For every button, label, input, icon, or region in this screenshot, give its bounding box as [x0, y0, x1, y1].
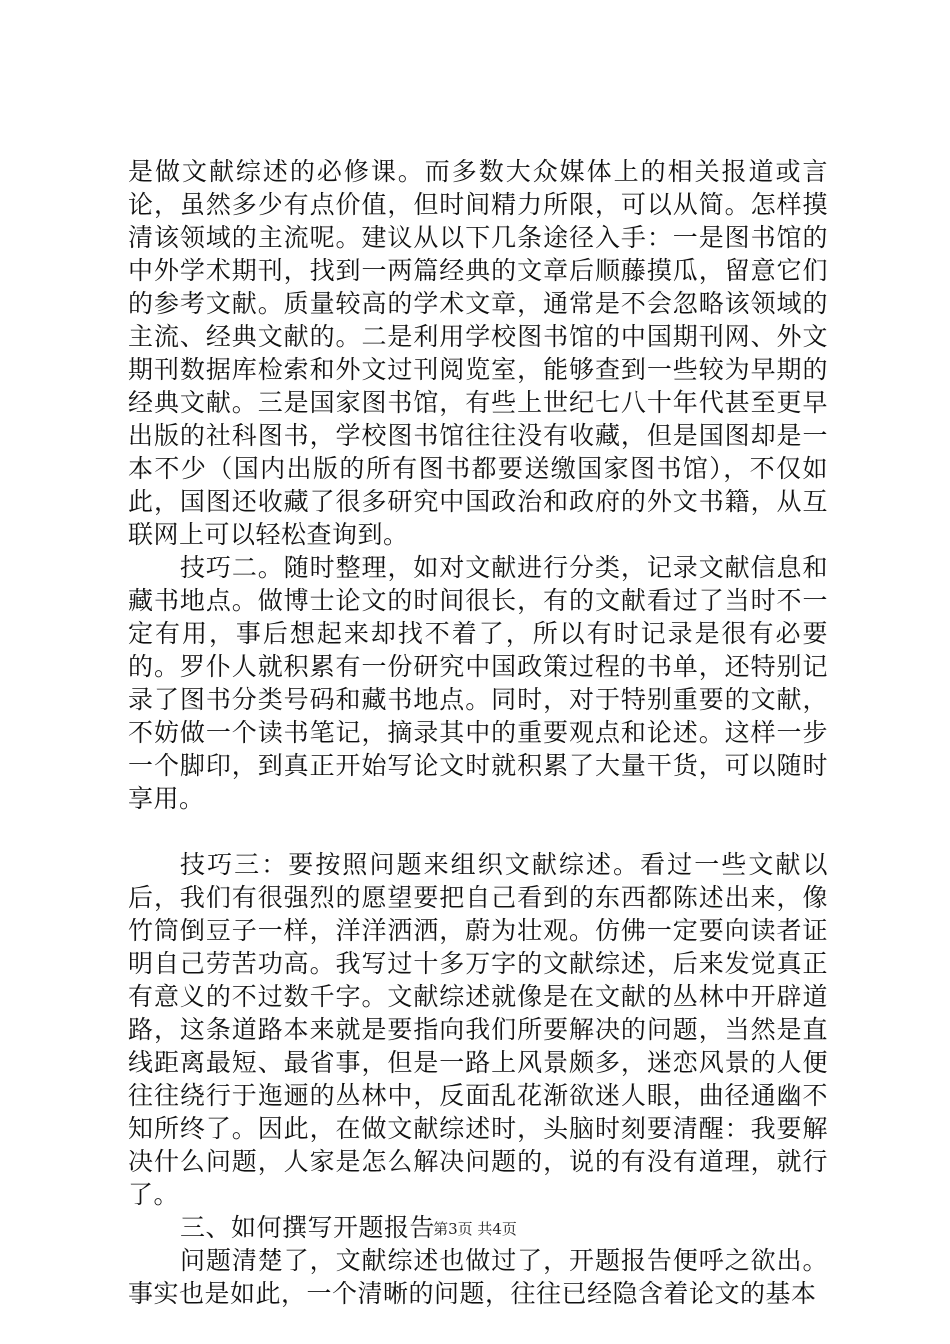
paragraph-proposal-intro: 问题清楚了，文献综述也做过了，开题报告便呼之欲出。事实也是如此，一个清晰的问题，往往已经隐含着论文的基本 [128, 1246, 828, 1308]
paragraph-spacer [128, 815, 828, 848]
paragraph-tip-two: 技巧二。随时整理，如对文献进行分类，记录文献信息和藏书地点。做博士论文的时间很长，有的文献看过了当时不一定有用，事后想起来却找不着了，所以有时记录是很有必要的。罗仆人就积累有一份研究中国政策过程的书单，还特别记录了图书分类号码和藏书地点。同时，对于特别重要的文献，不妨做一个读书笔记，摘录其中的重要观点和论述。这样一步一个脚印，到真正开始写论文时就积累了大量干货，可以随时享用。 [128, 553, 828, 813]
paragraph-tip-three: 技巧三：要按照问题来组织文献综述。看过一些文献以后，我们有很强烈的愿望要把自己看到的东西都陈述出来，像竹筒倒豆子一样，洋洋洒洒，蔚为壮观。仿佛一定要向读者证明自己劳苦功高。我写过十多万字的文献综述，后来发觉真正有意义的不过数千字。文献综述就像是在文献的丛林中开辟道路，这条道路本来就是要指向我们所要解决的问题，当然是直线距离最短、最省事，但是一路上风景颇多，迷恋风景的人便往往绕行于迤逦的丛林中，反面乱花渐欲迷人眼，曲径通幽不知所终了。因此，在做文献综述时，头脑时刻要清醒：我要解决什么问题，人家是怎么解决问题的，说的有没有道理，就行了。 [128, 850, 828, 1209]
section-heading: 三、如何撰写开题报告 [180, 1213, 436, 1242]
document-body [128, 155, 828, 1310]
page-number-footer: 第3页 共4页 [433, 1220, 517, 1238]
paragraph-continuation: 是做文献综述的必修课。而多数大众媒体上的相关报道或言论，虽然多少有点价值，但时间精力所限，可以从简。怎样摸清该领域的主流呢。建议从以下几条途径入手：一是图书馆的中外学术期刊，找到一两篇经典的文章后顺藤摸瓜，留意它们的参考文献。质量较高的学术文章，通常是不会忽略该领域的主流、经典文献的。二是利用学校图书馆的中国期刊网、外文期刊数据库检索和外文过刊阅览室，能够查到一些较为早期的经典文献。三是国家图书馆，有些上世纪七八十年代甚至更早出版的社科图书，学校图书馆往往没有收藏，但是国图却是一本不少（国内出版的所有图书都要送缴国家图书馆），不仅如此，国图还收藏了很多研究中国政治和政府的外文书籍，从互联网上可以轻松查询到。 [128, 157, 828, 549]
